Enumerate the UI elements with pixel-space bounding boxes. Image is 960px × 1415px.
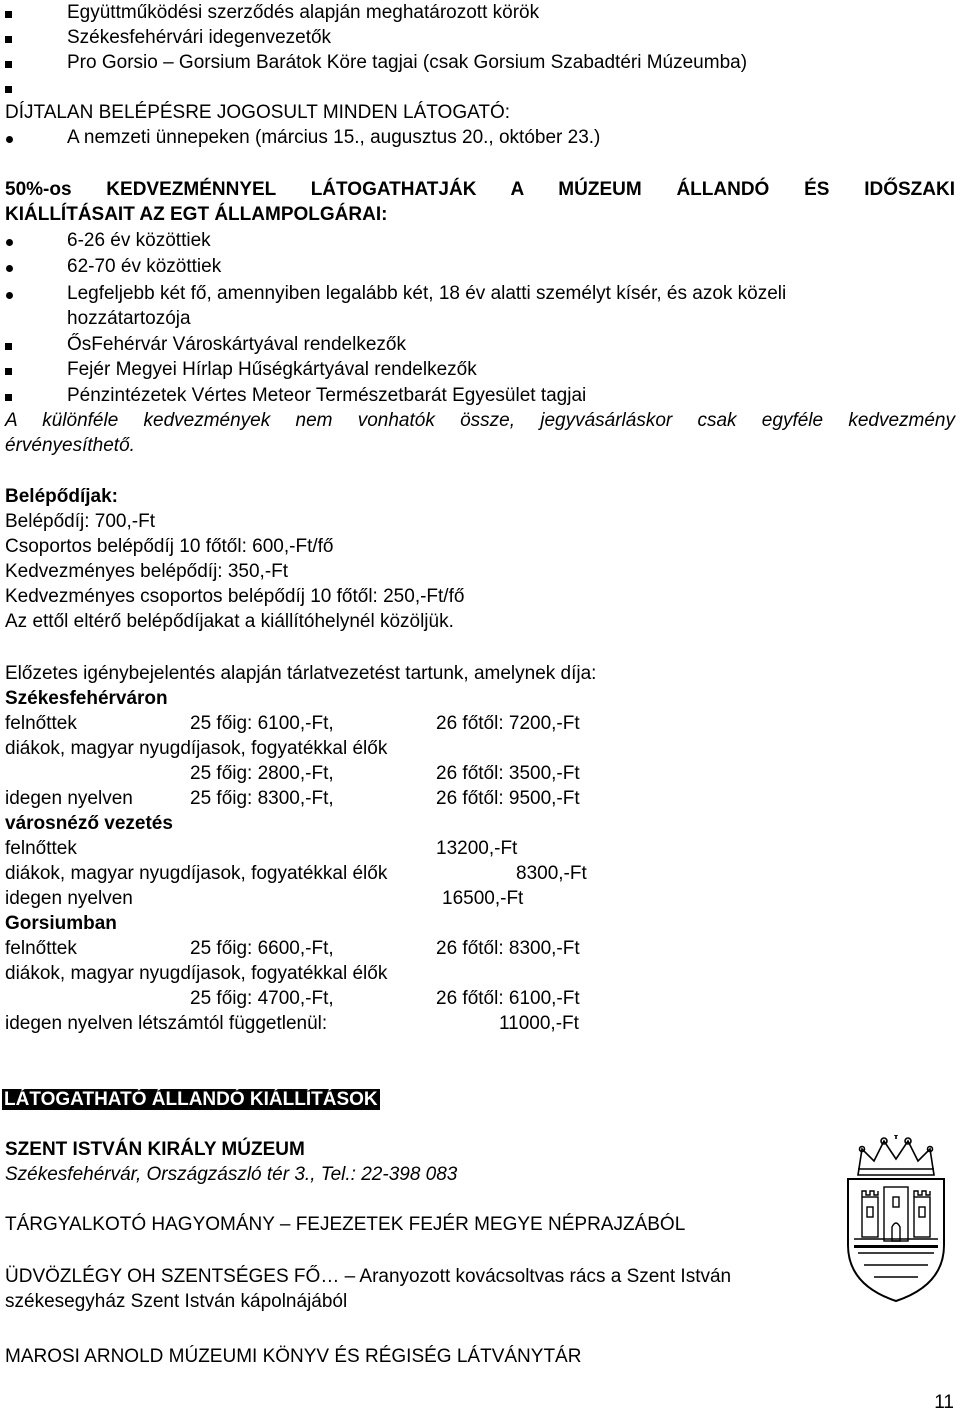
price-label: idegen nyelven létszámtól függetlenül: — [5, 1013, 328, 1034]
price-label: felnőttek — [5, 713, 77, 734]
exhibitions-heading — [2, 1087, 380, 1112]
price-small-group: 25 főig: 6100,-Ft, — [190, 713, 334, 734]
price-large-group: 26 főtől: 7200,-Ft — [436, 713, 580, 734]
square-bullet-icon — [5, 357, 12, 382]
section-title-city-tour: városnéző vezetés — [5, 813, 173, 834]
price-label: diákok, magyar nyugdíjasok, fogyatékkal élők — [5, 863, 388, 884]
list-item: A nemzeti ünnepeken (március 15., augusztus 20., október 23.) — [67, 127, 601, 148]
fees-heading: Belépődíjak: — [5, 486, 118, 507]
page-number: 11 — [934, 1392, 954, 1413]
price-label: diákok, magyar nyugdíjasok, fogyatékkal élők — [5, 738, 388, 759]
square-bullet-icon — [5, 50, 12, 75]
price-large-group: 26 főtől: 8300,-Ft — [436, 938, 580, 959]
price-large-group: 26 főtől: 3500,-Ft — [436, 763, 580, 784]
section-title-gorsium: Gorsiumban — [5, 913, 117, 934]
coat-of-arms-icon — [840, 1135, 952, 1305]
discount-note-cont: érvényesíthető. — [5, 435, 135, 456]
fee-line: Csoportos belépődíj 10 főtől: 600,-Ft/fő — [5, 536, 334, 557]
fee-line: Belépődíj: 700,-Ft — [5, 511, 155, 532]
price-row — [5, 886, 955, 911]
price-row — [5, 936, 955, 961]
round-bullet-icon — [5, 254, 13, 279]
fee-line: Kedvezményes csoportos belépődíj 10 főtől: 250,-Ft/fő — [5, 586, 465, 607]
list-item: Fejér Megyei Hírlap Hűségkártyával rendelkezők — [67, 359, 477, 380]
discount-heading: 50%-os KEDVEZMÉNNYEL LÁTOGATHATJÁK A MÚZEUM ÁLLANDÓ ÉS IDŐSZAKI — [5, 179, 955, 200]
price-value: 13200,-Ft — [436, 838, 518, 859]
list-item: 6-26 év közöttiek — [67, 230, 211, 251]
exhibition-item-cont: székesegyház Szent István kápolnájából — [5, 1291, 348, 1312]
discount-note: A különféle kedvezmények nem vonhatók össze, jegyvásárláskor csak egyféle kedvezmény — [5, 410, 955, 431]
section-title-szekesfehervar: Székesfehérváron — [5, 688, 168, 709]
round-bullet-icon — [5, 281, 13, 306]
price-row — [5, 711, 955, 736]
exhibitions-heading-text: LÁTOGATHATÓ ÁLLANDÓ KIÁLLÍTÁSOK — [4, 1089, 378, 1110]
price-large-group: 26 főtől: 9500,-Ft — [436, 788, 580, 809]
discount-heading-cont: KIÁLLÍTÁSAIT AZ EGT ÁLLAMPOLGÁRAI: — [5, 204, 388, 225]
fee-line: Az ettől eltérő belépődíjakat a kiállítóhelynél közöljük. — [5, 611, 454, 632]
price-row — [5, 1011, 955, 1036]
square-bullet-icon — [5, 0, 12, 25]
exhibition-item: TÁRGYALKOTÓ HAGYOMÁNY – FEJEZETEK FEJÉR MEGYE NÉPRAJZÁBÓL — [5, 1214, 686, 1235]
square-bullet-icon — [5, 332, 12, 357]
square-bullet-icon — [5, 25, 12, 50]
list-item: Pro Gorsio – Gorsium Barátok Köre tagjai (csak Gorsium Szabadtéri Múzeumba) — [67, 52, 748, 73]
price-row — [5, 836, 955, 861]
price-value: 8300,-Ft — [516, 863, 587, 884]
round-bullet-icon — [5, 228, 13, 253]
list-item: Legfeljebb két fő, amennyiben legalább két, 18 év alatti személyt kísér, és azok közeli — [67, 283, 787, 304]
price-small-group: 25 főig: 2800,-Ft, — [190, 763, 334, 784]
list-item: Pénzintézetek Vértes Meteor Természetbarát Egyesület tagjai — [67, 385, 587, 406]
free-entry-heading: DÍJTALAN BELÉPÉSRE JOGOSULT MINDEN LÁTOGATÓ: — [5, 102, 511, 123]
price-value: 11000,-Ft — [499, 1013, 579, 1034]
price-row — [5, 786, 955, 811]
exhibition-item: ÜDVÖZLÉGY OH SZENTSÉGES FŐ… – Aranyozott kovácsoltvas rács a Szent István — [5, 1266, 732, 1287]
list-item: Székesfehérvári idegenvezetők — [67, 27, 332, 48]
fee-line: Kedvezményes belépődíj: 350,-Ft — [5, 561, 289, 582]
list-item-cont: hozzátartozója — [67, 308, 191, 329]
square-bullet-icon — [5, 383, 12, 408]
price-value: 16500,-Ft — [442, 888, 524, 909]
round-bullet-icon — [5, 125, 13, 150]
price-label: diákok, magyar nyugdíjasok, fogyatékkal élők — [5, 963, 388, 984]
museum-address: Székesfehérvár, Országzászló tér 3., Tel.: 22-398 083 — [5, 1164, 458, 1185]
price-row — [5, 761, 955, 786]
price-small-group: 25 főig: 8300,-Ft, — [190, 788, 334, 809]
guided-intro: Előzetes igénybejelentés alapján tárlatvezetést tartunk, amelynek díja: — [5, 663, 597, 684]
price-label: idegen nyelven — [5, 788, 133, 809]
list-item: Együttműködési szerződés alapján meghatározott körök — [67, 2, 540, 23]
price-label: felnőttek — [5, 838, 77, 859]
price-row — [5, 861, 955, 886]
list-item: ŐsFehérvár Városkártyával rendelkezők — [67, 334, 406, 355]
price-label: felnőttek — [5, 938, 77, 959]
price-small-group: 25 főig: 6600,-Ft, — [190, 938, 334, 959]
price-row — [5, 986, 955, 1011]
list-item: 62-70 év közöttiek — [67, 256, 222, 277]
museum-name: SZENT ISTVÁN KIRÁLY MÚZEUM — [5, 1139, 305, 1160]
exhibition-item: MAROSI ARNOLD MÚZEUMI KÖNYV ÉS RÉGISÉG LÁTVÁNYTÁR — [5, 1346, 582, 1367]
price-large-group: 26 főtől: 6100,-Ft — [436, 988, 580, 1009]
price-small-group: 25 főig: 4700,-Ft, — [190, 988, 334, 1009]
price-label: idegen nyelven — [5, 888, 133, 909]
square-bullet-icon — [5, 75, 12, 100]
